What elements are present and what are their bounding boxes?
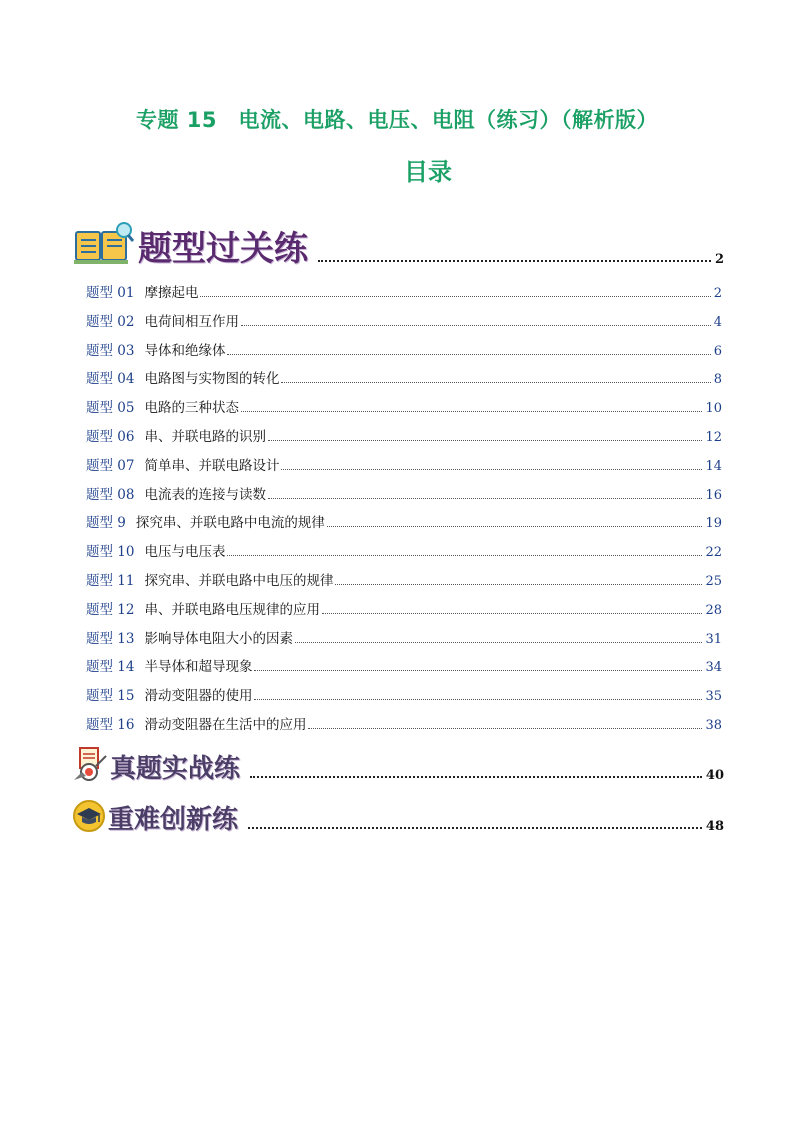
leader-dots xyxy=(268,497,702,499)
toc-item[interactable] xyxy=(86,281,722,310)
item-title: 电路图与实物图的转化 xyxy=(144,371,280,388)
page-number: 22 xyxy=(705,545,722,561)
toc-item[interactable] xyxy=(86,540,722,569)
page-number: 28 xyxy=(705,602,722,618)
page-number: 38 xyxy=(705,717,722,733)
toc-item[interactable] xyxy=(86,598,722,627)
leader-dots xyxy=(241,324,711,326)
item-number: 题型 11 xyxy=(86,572,135,589)
page-number: 14 xyxy=(705,458,722,474)
page-number: 10 xyxy=(705,401,722,417)
leader-dots xyxy=(227,554,702,556)
toc-item[interactable] xyxy=(86,483,722,512)
item-title: 电荷间相互作用 xyxy=(144,313,239,330)
leader-dots xyxy=(241,410,702,412)
toc-item[interactable] xyxy=(86,684,722,713)
item-number: 题型 07 xyxy=(86,457,135,474)
item-title: 探究串、并联电路中电流的规律 xyxy=(135,515,325,532)
leader-dots xyxy=(268,439,702,441)
page-number: 12 xyxy=(705,429,722,445)
item-number: 题型 03 xyxy=(86,342,135,359)
toc-section-hard[interactable] xyxy=(72,799,724,833)
item-title: 导体和绝缘体 xyxy=(144,342,226,359)
item-title: 半导体和超导现象 xyxy=(144,659,253,676)
toc-item[interactable] xyxy=(86,511,722,540)
toc-item[interactable] xyxy=(86,396,722,425)
leader-dots xyxy=(322,612,702,614)
item-number: 题型 10 xyxy=(86,544,135,561)
page-number: 6 xyxy=(713,343,722,359)
item-number: 题型 01 xyxy=(86,285,135,301)
item-number: 题型 08 xyxy=(86,486,135,503)
leader-dots xyxy=(318,259,711,262)
item-title: 电流表的连接与读数 xyxy=(144,486,266,503)
page-number: 34 xyxy=(705,660,722,676)
toc-item[interactable] xyxy=(86,339,722,368)
toc-item[interactable] xyxy=(86,569,722,598)
page-number: 31 xyxy=(705,631,722,647)
leader-dots xyxy=(254,698,702,700)
item-number: 题型 9 xyxy=(86,515,126,532)
page-number: 2 xyxy=(714,252,724,267)
toc-item[interactable] xyxy=(86,655,722,684)
item-title: 简单串、并联电路设计 xyxy=(144,457,280,474)
item-title: 电路的三种状态 xyxy=(144,400,239,417)
item-title: 探究串、并联电路中电压的规律 xyxy=(144,572,334,589)
leader-dots xyxy=(200,295,710,297)
item-title: 影响导体电阻大小的因素 xyxy=(144,630,293,647)
toc-section-real[interactable] xyxy=(72,746,724,782)
document-title: 专题 15 电流、电路、电压、电阻（练习）（解析版） xyxy=(135,108,659,132)
item-title: 串、并联电路的识别 xyxy=(144,428,266,445)
item-number: 题型 13 xyxy=(86,630,135,647)
leader-dots xyxy=(281,381,710,383)
leader-dots xyxy=(227,353,710,355)
page-number: 35 xyxy=(705,689,722,705)
page-number: 2 xyxy=(713,286,722,301)
page-number: 8 xyxy=(713,372,722,388)
toc-list xyxy=(86,281,722,742)
toc-section-practice[interactable] xyxy=(72,220,724,269)
leader-dots xyxy=(281,468,702,470)
section-label: 真题实战练 xyxy=(110,754,241,784)
leader-dots xyxy=(248,826,702,829)
graduation-cap-icon xyxy=(72,799,106,833)
section-label: 重难创新练 xyxy=(108,805,239,835)
item-number: 题型 16 xyxy=(86,716,135,733)
page-number: 4 xyxy=(713,314,722,330)
toc-item[interactable] xyxy=(86,713,722,742)
book-icon xyxy=(72,220,136,266)
toc-item[interactable] xyxy=(86,454,722,483)
page-number: 16 xyxy=(705,487,722,503)
toc-item[interactable] xyxy=(86,425,722,454)
page-number: 48 xyxy=(705,819,724,834)
leader-dots xyxy=(250,775,702,778)
item-title: 滑动变阻器在生活中的应用 xyxy=(144,716,307,733)
toc-heading: 目录 xyxy=(404,158,452,186)
page-number: 40 xyxy=(705,768,724,783)
item-title: 串、并联电路电压规律的应用 xyxy=(144,601,320,618)
item-title: 电压与电压表 xyxy=(144,544,226,561)
item-number: 题型 12 xyxy=(86,601,135,618)
page-number: 19 xyxy=(705,516,722,532)
toc-item[interactable] xyxy=(86,627,722,656)
item-title: 滑动变阻器的使用 xyxy=(144,688,253,705)
item-number: 题型 15 xyxy=(86,688,135,705)
leader-dots xyxy=(254,669,702,671)
page-number: 25 xyxy=(705,573,722,589)
item-number: 题型 14 xyxy=(86,659,135,676)
leader-dots xyxy=(295,641,702,643)
section-label: 题型过关练 xyxy=(138,229,308,269)
leader-dots xyxy=(308,727,702,729)
item-number: 题型 02 xyxy=(86,313,135,330)
item-title: 摩擦起电 xyxy=(144,285,199,301)
toc-item[interactable] xyxy=(86,367,722,396)
item-number: 题型 04 xyxy=(86,371,135,388)
leader-dots xyxy=(335,583,702,585)
item-number: 题型 05 xyxy=(86,400,135,417)
item-number: 题型 06 xyxy=(86,428,135,445)
leader-dots xyxy=(327,525,703,527)
target-icon xyxy=(72,746,108,782)
toc-item[interactable] xyxy=(86,310,722,339)
